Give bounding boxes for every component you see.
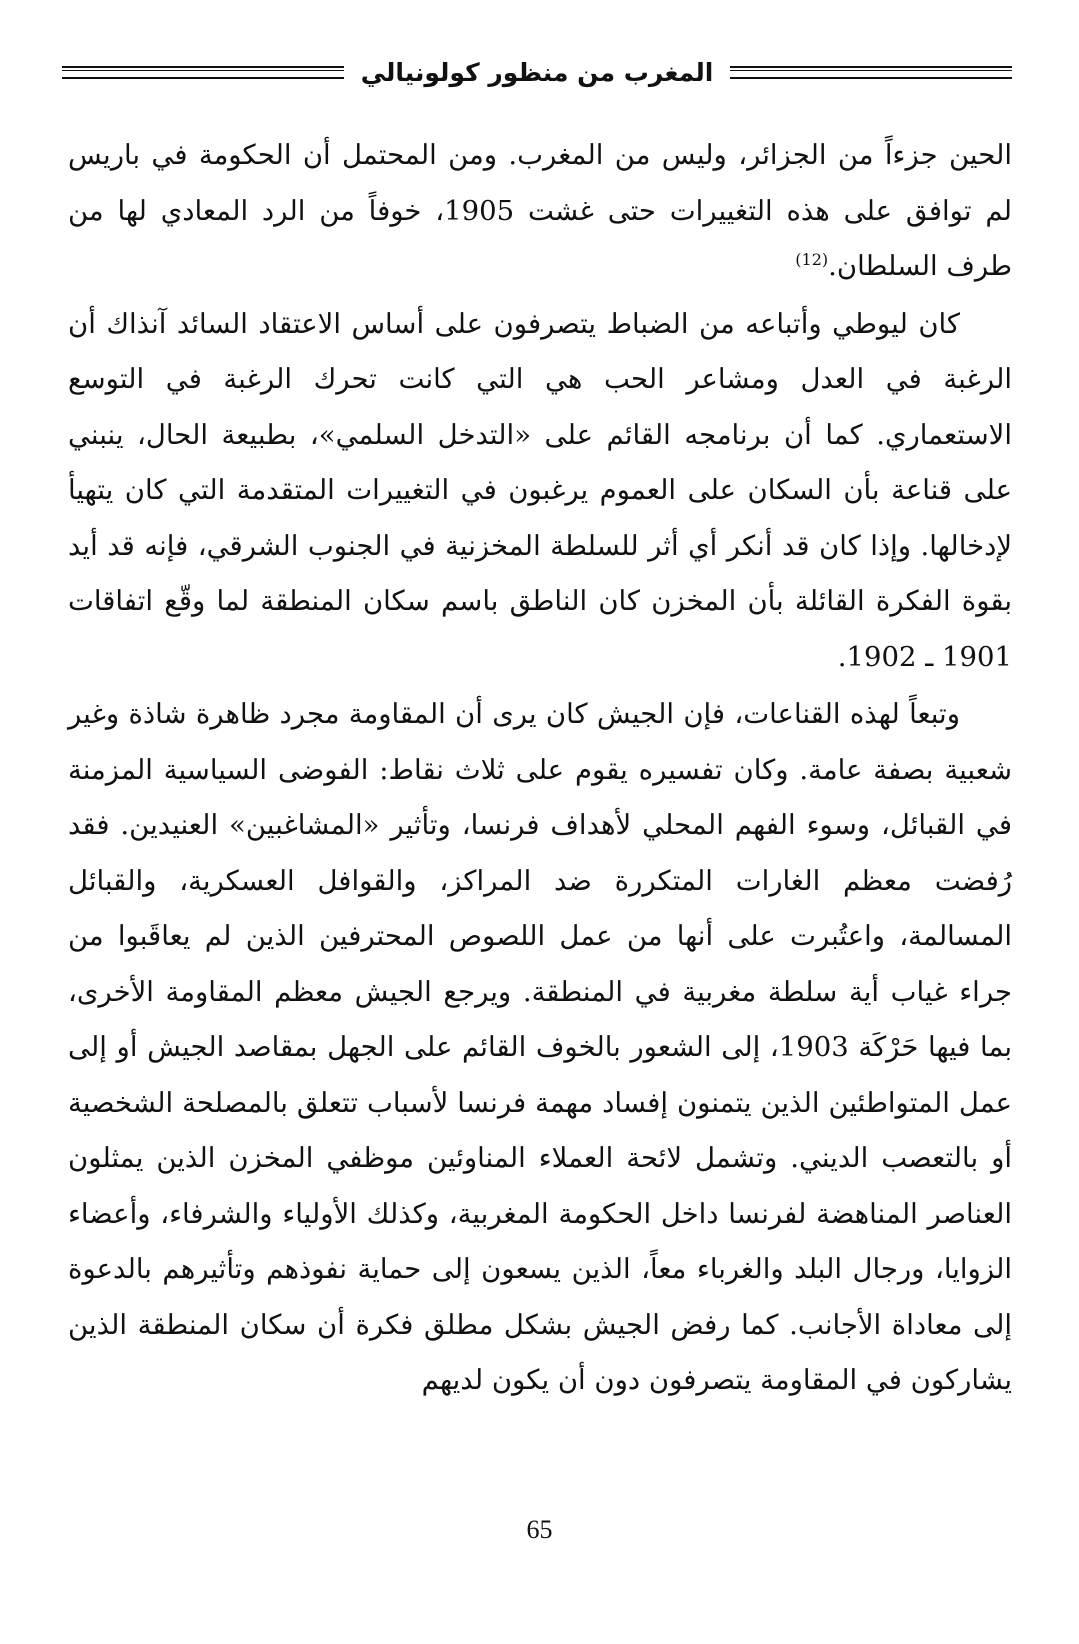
body-text <box>68 128 1012 1409</box>
running-header <box>62 52 1012 92</box>
header-title: المغرب من منظور كولونيالي <box>360 57 714 87</box>
paragraph-1 <box>68 128 1012 295</box>
page-number: 65 <box>526 1515 553 1544</box>
paragraph-2: كان ليوطي وأتباعه من الضباط يتصرفون على أساس الاعتقاد السائد آنذاك أن الرغبة في العدل ومشاعر الحب هي التي كانت تحرك الرغبة في التوسع الاستعماري. كما أن برنامجه القائم على «التدخل السلمي»، بطبيعة الحال، ينبني على قناعة بأن السكان على العموم يرغبون في التغييرات المتقدمة التي كان يتهيأ لإدخالها. وإذا كان قد أنكر أي أثر للسلطة المخزنية في الجنوب الشرقي، فإنه قد أيد بقوة الفكرة القائلة بأن المخزن كان الناطق باسم سكان المنطقة لما وقّع اتفاقات 1901 ـ 1902. <box>68 307 1012 673</box>
header-rule-right <box>730 66 1012 79</box>
header-rule-left <box>62 66 344 79</box>
paragraph-3: وتبعاً لهذه القناعات، فإن الجيش كان يرى أن المقاومة مجرد ظاهرة شاذة وغير شعبية بصفة عامة. وكان تفسيره يقوم على ثلاث نقاط: الفوضى السياسية المزمنة في القبائل، وسوء الفهم المحلي لأهداف فرنسا، وتأثير «المشاغبين» العنيدين. فقد رُفضت معظم الغارات المتكررة ضد المراكز، والقوافل العسكرية، والقبائل المسالمة، واعتُبرت على أنها من عمل اللصوص المحترفين الذين لم يعاقَبوا من جراء غياب أية سلطة مغربية في المنطقة. ويرجع الجيش معظم المقاومة الأخرى، بما فيها حَرْكَة 1903، إلى الشعور بالخوف القائم على الجهل بمقاصد الجيش أو إلى عمل المتواطئين الذين يتمنون إفساد مهمة فرنسا لأسباب تتعلق بالمصلحة الشخصية أو بالتعصب الديني. وتشمل لائحة العملاء المناوئين موظفي المخزن الذين يمثلون العناصر المناهضة لفرنسا داخل الحكومة المغربية، وكذلك الأولياء والشرفاء، وأعضاء الزوايا، ورجال البلد والغرباء معاً، الذين يسعون إلى حماية نفوذهم وتأثيرهم بالدعوة إلى معاداة الأجانب. كما رفض الجيش بشكل مطلق فكرة أن سكان المنطقة الذين يشاركون في المقاومة يتصرفون دون أن يكون لديهم <box>68 698 1012 1396</box>
paragraph-1-text: الحين جزءاً من الجزائر، وليس من المغرب. ومن المحتمل أن الحكومة في باريس لم توافق على هذه التغييرات حتى غشت 1905، خوفاً من الرد المعادي لها من طرف السلطان. <box>68 139 1012 282</box>
footnote-reference: (12) <box>795 249 829 269</box>
